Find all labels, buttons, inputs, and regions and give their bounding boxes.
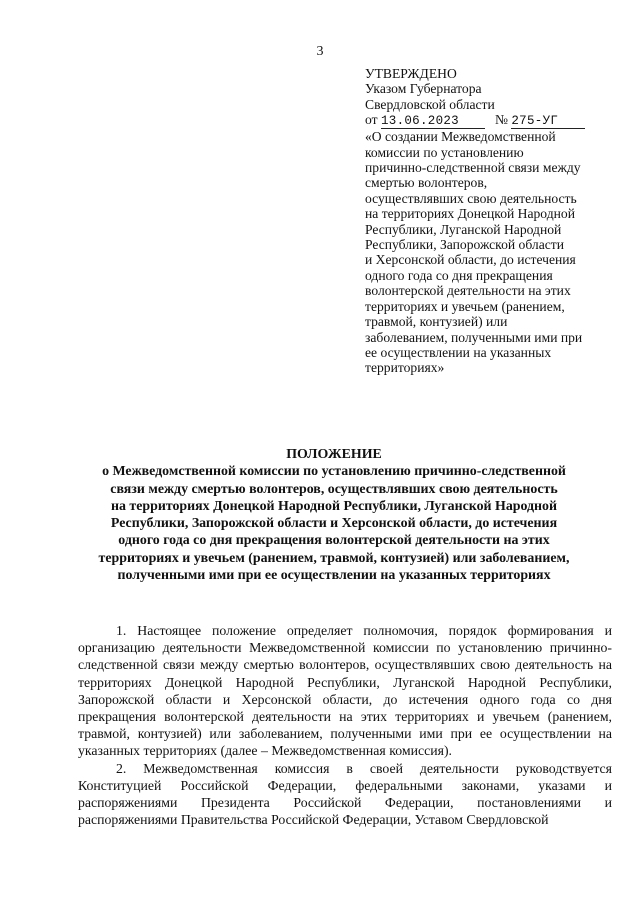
document-subtitle-line: Республики, Запорожской области и Херсонской области, до истечения bbox=[110, 516, 558, 532]
document-subtitle-line: связи между смертью волонтеров, осуществлявших свою деятельность bbox=[110, 481, 558, 497]
decree-title-line: травмой, контузией) или bbox=[365, 314, 508, 330]
decree-title-line: комиссии по установлению bbox=[365, 144, 524, 160]
decree-title-line: волонтерской деятельности на этих bbox=[365, 283, 571, 299]
decree-title-line: причинно-следственной связи между bbox=[365, 160, 581, 176]
document-subtitle-line: полученными ими при ее осуществлении на указанных территориях bbox=[117, 568, 551, 584]
approval-date-number-line bbox=[365, 112, 615, 129]
document-subtitle-line: о Межведомственной комиссии по установлению причинно-следственной bbox=[102, 464, 566, 480]
decree-title-line: смертью волонтеров, bbox=[365, 175, 488, 191]
decree-title-line: территориях и увечьем (ранением, bbox=[365, 298, 565, 314]
document-subtitle-line: территориях и увечьем (ранением, травмой, контузией) или заболеванием, bbox=[98, 550, 570, 566]
decree-date-field bbox=[381, 113, 485, 129]
decree-date: 13.06.2023 bbox=[380, 114, 459, 129]
decree-number: 275-УГ bbox=[511, 114, 559, 129]
decree-title-line: Республики, Запорожской области bbox=[365, 237, 564, 253]
decree-title-line: заболеванием, полученными ими при bbox=[365, 329, 583, 345]
from-label: от bbox=[365, 112, 378, 128]
document-subtitle-line: на территориях Донецкой Народной Республики, Луганской Народной bbox=[110, 498, 558, 514]
decree-title-line: осуществлявших свою деятельность bbox=[365, 190, 577, 206]
page-number: 3 bbox=[316, 44, 324, 59]
paragraph-1: 1. Настоящее положение определяет полномочия, порядок формирования и организацию деятельности Межведомственной комиссии по установлению причинно-следственной связи между смертью волонтеров, осуществлявших свою деятельность на территориях Донецкой Народной Республики, Луганской Народной Республики, Запорожской области и Херсонской области, до истечения одного года со дня прекращения волонтерской деятельности на этих территориях и увечьем (ранением, травмой, контузией) или заболеванием, полученными ими при ее осуществлении на указанных территориях (далее – Межведомственная комиссия). bbox=[78, 623, 612, 759]
approval-region: Свердловской области bbox=[365, 96, 495, 112]
document-subtitle-line: одного года со дня прекращения волонтерской деятельности на этих bbox=[118, 533, 550, 549]
document-title: ПОЛОЖЕНИЕ bbox=[286, 447, 382, 462]
decree-title bbox=[365, 129, 615, 376]
decree-title-line: на территориях Донецкой Народной bbox=[365, 206, 575, 222]
decree-title-line: одного года со дня прекращения bbox=[365, 267, 553, 283]
approval-issuer: Указом Губернатора bbox=[365, 81, 482, 97]
decree-title-line: Республики, Луганской Народной bbox=[365, 221, 562, 237]
approval-stamp bbox=[365, 66, 615, 376]
document-title-block bbox=[70, 446, 598, 584]
decree-title-line: и Херсонской области, до истечения bbox=[365, 252, 576, 268]
decree-title-line: ее осуществлении на указанных bbox=[365, 344, 552, 360]
decree-title-line: территориях» bbox=[365, 360, 445, 376]
paragraph-2: 2. Межведомственная комиссия в своей деятельности руководствуется Конституцией Российской Федерации, федеральными законами, указами и распоряжениями Президента Российской Федерации, постановлениями и распоряжениями Правительства Российской Федерации, Уставом Свердловской bbox=[78, 760, 612, 828]
decree-number-field bbox=[511, 113, 585, 129]
approval-heading: УТВЕРЖДЕНО bbox=[365, 66, 457, 81]
number-label: № bbox=[494, 112, 508, 128]
document-body bbox=[78, 622, 612, 828]
decree-title-line: «О создании Межведомственной bbox=[365, 129, 556, 145]
